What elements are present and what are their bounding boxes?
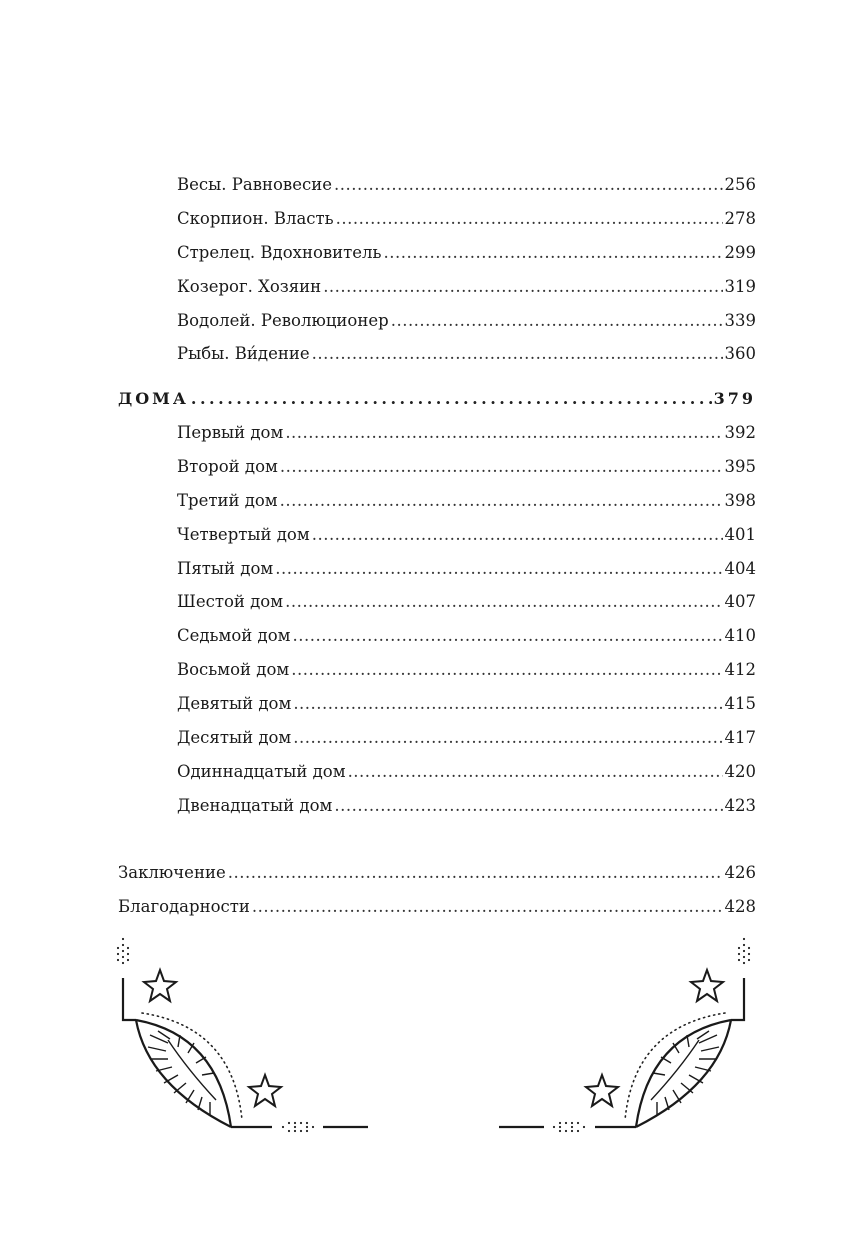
toc-entry[interactable] [177,175,756,197]
toc-entry[interactable] [177,728,756,750]
toc-leader-dots [348,762,723,781]
toc-entry[interactable] [177,694,756,716]
toc-entry[interactable] [177,457,756,479]
toc-section-page: 379 [713,389,756,408]
toc-entry-page: 398 [724,491,756,510]
toc-leader-dots [312,344,723,363]
toc-entry[interactable] [177,209,756,231]
toc-entry-page: 415 [724,694,756,713]
sun-arc-ornament-left [108,935,370,1135]
toc-entry[interactable] [118,863,756,885]
toc-entry[interactable] [177,344,756,366]
toc-entry-page: 410 [724,626,756,645]
toc-entry[interactable] [177,626,756,648]
toc-leader-dots [252,897,723,916]
toc-entry-label: Козерог. Хозяин [177,277,322,296]
toc-entry-label: Второй дом [177,457,278,476]
toc-leader-dots [336,209,723,228]
toc-entry-page: 392 [724,423,756,442]
toc-leader-dots [285,423,722,442]
toc-entry[interactable] [118,897,756,919]
toc-leader-dots [292,626,722,645]
toc-entry-label: Шестой дом [177,592,284,611]
toc-entry[interactable] [177,277,756,299]
star-icon [691,970,723,1001]
toc-entry-label: Заключение [118,863,226,882]
toc-entry-label: Пятый дом [177,559,274,578]
toc-entry[interactable] [177,243,756,265]
toc-entry-page: 412 [724,660,756,679]
star-icon [249,1075,281,1106]
toc-entry-label: Стрелец. Вдохновитель [177,243,382,262]
toc-leader-dots [334,796,722,815]
toc-entry[interactable] [177,491,756,513]
toc-entry-label: Рыбы. Ви́дение [177,344,310,363]
toc-entry-label: Восьмой дом [177,660,290,679]
toc-entry-page: 278 [724,209,756,228]
toc-section-heading[interactable] [118,389,756,411]
toc-leader-dots [228,863,723,882]
toc-entry-label: Третий дом [177,491,278,510]
toc-entry-label: Девятый дом [177,694,292,713]
toc-entry-page: 299 [724,243,756,262]
toc-entry-page: 428 [724,897,756,916]
toc-leader-dots [280,457,723,476]
toc-entry-label: Двенадцатый дом [177,796,333,815]
toc-leader-dots [323,277,722,296]
toc-entry[interactable] [177,660,756,682]
toc-leader-dots [391,311,723,330]
toc-entry-label: Водолей. Революционер [177,311,389,330]
toc-leader-dots [293,728,722,747]
toc-leader-dots [334,175,723,194]
toc-entry-label: Четвертый дом [177,525,310,544]
toc-leader-dots [280,491,723,510]
toc-entry-page: 360 [724,344,756,363]
toc-section-label: ДОМА [118,389,189,408]
toc-entry-page: 256 [724,175,756,194]
toc-entry-label: Десятый дом [177,728,292,747]
toc-leader-dots [384,243,723,262]
toc-entry-page: 426 [724,863,756,882]
toc-entry-label: Первый дом [177,423,284,442]
toc-entry[interactable] [177,525,756,547]
toc-entry-label: Седьмой дом [177,626,291,645]
toc-leader-dots [275,559,722,578]
toc-entry[interactable] [177,311,756,333]
toc-entry-label: Благодарности [118,897,250,916]
toc-entry-page: 395 [724,457,756,476]
star-icon [144,970,176,1001]
toc-entry[interactable] [177,592,756,614]
toc-entry[interactable] [177,796,756,818]
toc-leader-dots [291,660,722,679]
toc-entry-page: 407 [724,592,756,611]
toc-entry-page: 420 [724,762,756,781]
toc-entry-page: 423 [724,796,756,815]
toc-entry-page: 404 [724,559,756,578]
toc-entry-label: Весы. Равновесие [177,175,332,194]
toc-leader-dots [191,389,712,408]
toc-entry-page: 417 [724,728,756,747]
sun-arc-ornament-right [497,935,759,1135]
toc-leader-dots [312,525,723,544]
toc-entry[interactable] [177,559,756,581]
toc-entry[interactable] [177,762,756,784]
toc-leader-dots [293,694,722,713]
toc-entry[interactable] [177,423,756,445]
toc-leader-dots [285,592,722,611]
star-icon [586,1075,618,1106]
toc-entry-page: 401 [724,525,756,544]
toc-entry-page: 339 [724,311,756,330]
toc-entry-label: Скорпион. Власть [177,209,334,228]
toc-entry-page: 319 [724,277,756,296]
toc-entry-label: Одиннадцатый дом [177,762,346,781]
